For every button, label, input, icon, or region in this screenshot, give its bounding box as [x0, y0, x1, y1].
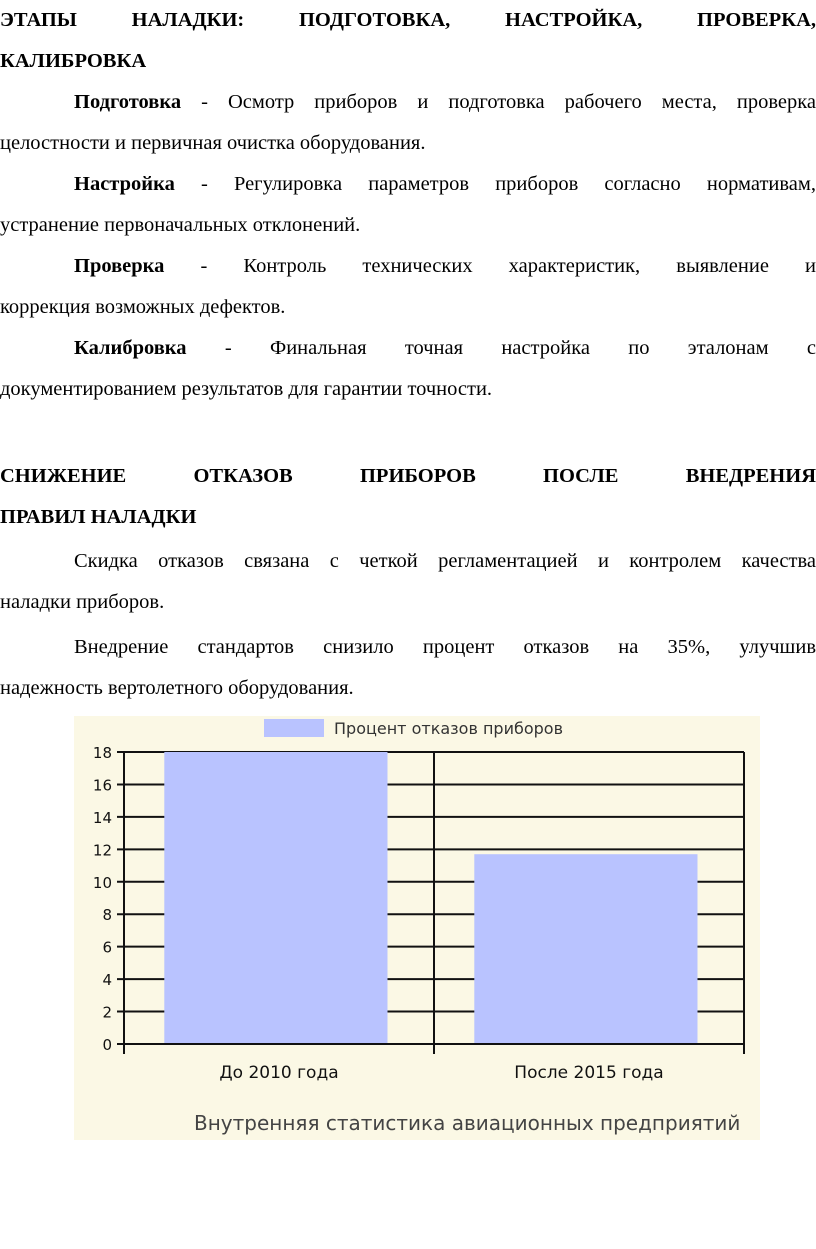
- stage-preparation-line1: [0, 82, 816, 123]
- y-tick-label: 12: [92, 841, 112, 860]
- legend-label: Процент отказов приборов: [334, 719, 564, 738]
- paragraph-2-line2: надежность вертолетного оборудования.: [0, 677, 354, 699]
- y-tick-label: 0: [102, 1036, 112, 1054]
- chart-caption: Внутренняя статистика авиационных предприятий: [194, 1111, 741, 1135]
- bar-2: [474, 854, 697, 1044]
- stage-calibration-line1: [0, 328, 816, 369]
- paragraph-1-line2: наладки приборов.: [0, 591, 165, 613]
- bars: [164, 752, 697, 1044]
- stage-text: - Регулировка параметров приборов согласно нормативам,: [174, 173, 816, 195]
- x-tick-label: До 2010 года: [219, 1063, 339, 1083]
- stage-term: Калибровка: [74, 337, 187, 359]
- y-tick-label: 10: [92, 873, 112, 892]
- y-tick-label: 16: [92, 776, 112, 795]
- section2-heading-line2: ПРАВИЛ НАЛАДКИ: [0, 506, 197, 528]
- x-tick-labels: [219, 1063, 663, 1083]
- stage-check-line1: [0, 246, 816, 287]
- y-tick-label: 8: [102, 906, 112, 925]
- stage-check-line2: коррекция возможных дефектов.: [0, 296, 286, 318]
- stage-text: - Осмотр приборов и подготовка рабочего места, проверка: [181, 91, 816, 113]
- y-tick-label: 6: [102, 938, 112, 957]
- section2-heading-line1: СНИЖЕНИЕ ОТКАЗОВ ПРИБОРОВ ПОСЛЕ ВНЕДРЕНИЯ: [0, 465, 816, 487]
- y-tick-label: 14: [92, 808, 112, 827]
- paragraph-2-line1: Внедрение стандартов снизило процент отказов на 35%, улучшив: [74, 636, 816, 658]
- stage-setup-line2: устранение первоначальных отклонений.: [0, 214, 361, 236]
- stage-term: Подготовка: [74, 91, 182, 113]
- stage-preparation-line2: целостности и первичная очистка оборудования.: [0, 132, 426, 154]
- stage-calibration-line2: документированием результатов для гарантии точности.: [0, 378, 493, 400]
- stage-term: Настройка: [74, 173, 175, 195]
- y-tick-label: 4: [102, 971, 112, 990]
- y-tick-label: 2: [102, 1003, 112, 1022]
- bar-1: [164, 752, 387, 1044]
- x-tick-label: После 2015 года: [514, 1063, 664, 1083]
- failure-rate-chart: [74, 716, 760, 1140]
- stage-text: - Контроль технических характеристик, выявление и: [164, 255, 816, 277]
- chart-canvas: [74, 716, 760, 1140]
- stage-term: Проверка: [74, 255, 165, 277]
- y-tick-labels: [93, 744, 112, 1054]
- y-tick-label: 18: [92, 744, 112, 762]
- paragraph-1-line1: Скидка отказов связана с четкой регламентацией и контролем качества: [74, 550, 816, 572]
- legend-swatch: [264, 719, 324, 737]
- section1-heading-line2: КАЛИБРОВКА: [0, 50, 147, 72]
- stage-text: - Финальная точная настройка по эталонам с: [186, 337, 816, 359]
- stage-setup-line1: [0, 164, 816, 205]
- section1-heading-line1: ЭТАПЫ НАЛАДКИ: ПОДГОТОВКА, НАСТРОЙКА, ПРОВЕРКА,: [0, 9, 816, 31]
